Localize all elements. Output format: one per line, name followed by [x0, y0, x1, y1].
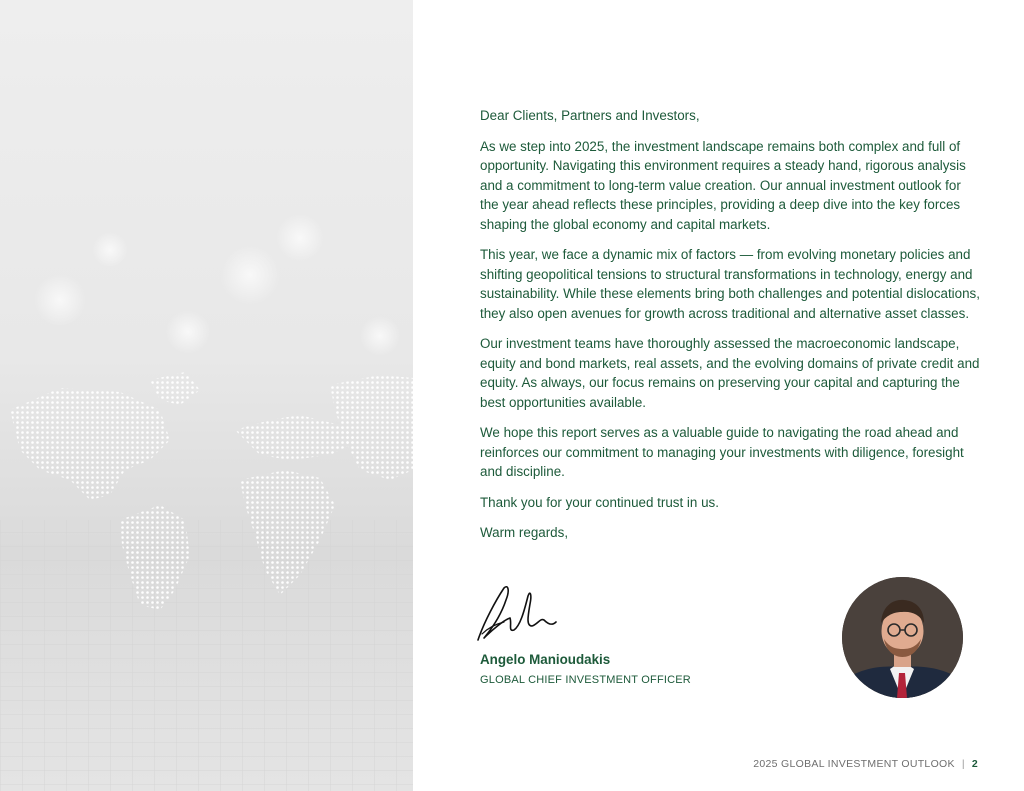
- footer-publication: 2025 GLOBAL INVESTMENT OUTLOOK: [753, 758, 955, 770]
- world-map-image-panel: [0, 0, 413, 791]
- letter-paragraph: This year, we face a dynamic mix of factors — from evolving monetary policies and shifting geopolitical tensions to structural transformations in technology, energy and sustainability. While these elements bring both challenges and potential dislocations, they also open avenues for growth across traditional and alternative asset classes.: [480, 247, 980, 321]
- letter-paragraph: Our investment teams have thoroughly assessed the macroeconomic landscape, equity and bond markets, real assets, and the evolving domains of private credit and equity. As always, our focus remains on preserving your capital and capturing the best opportunities available.: [480, 336, 980, 410]
- letter-paragraph: Thank you for your continued trust in us.: [480, 494, 719, 510]
- signer-title: GLOBAL CHIEF INVESTMENT OFFICER: [480, 674, 691, 686]
- world-map-image: [0, 0, 413, 791]
- letter-paragraph: We hope this report serves as a valuable guide to navigating the road ahead and reinforces our commitment to managing your investments with diligence, foresight and discipline.: [480, 425, 964, 479]
- letter-paragraph: As we step into 2025, the investment landscape remains both complex and full of opportunity. Navigating this environment requires a steady hand, rigorous analysis and a commitment to long-term value creation. Our annual investment outlook for the year ahead reflects these principles, providing a deep dive into the key forces shaping the global economy and capital markets.: [480, 138, 966, 232]
- letter-body: [480, 106, 980, 554]
- closing: Warm regards,: [480, 525, 569, 540]
- salutation: Dear Clients, Partners and Investors,: [480, 108, 700, 123]
- page-number: 2: [971, 758, 978, 770]
- portrait-photo: [842, 577, 963, 698]
- signer-name: Angelo Manioudakis: [480, 652, 611, 667]
- page-footer: [753, 758, 978, 770]
- footer-separator: |: [961, 758, 965, 770]
- handwritten-signature: [474, 582, 560, 646]
